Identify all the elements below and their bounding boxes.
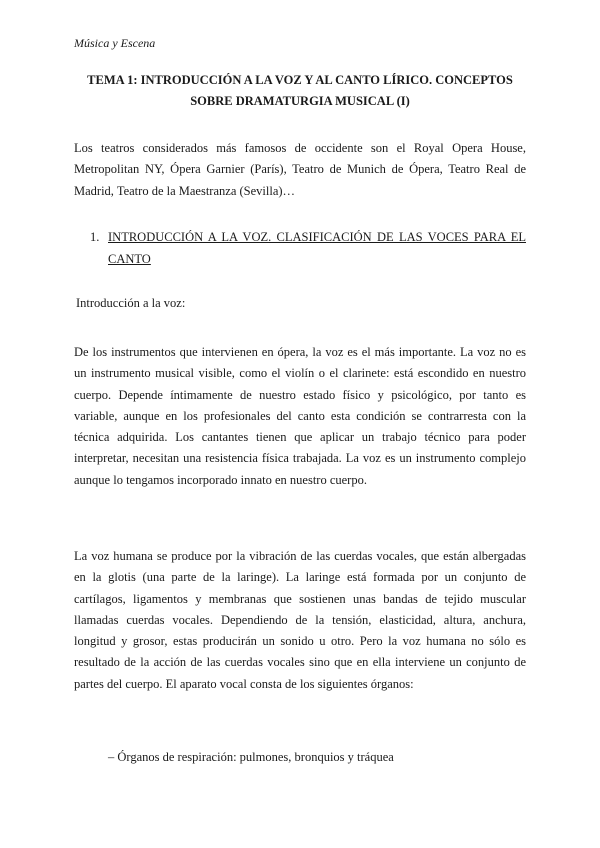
paragraph-instruments: De los instrumentos que intervienen en ópera, la voz es el más importante. La voz no es un instrumento musical visible, como el violín o el clarinete: está escondido en nuestro cuerpo. Depende íntimamente de nuestro estado físico y psicológico, por tanto es variable, aunque en los profesionales del canto esta condición se contrarresta con la técnica adquirida. Los cantantes tienen que aplicar un trabajo técnico para poder interpretar, necesitan una resistencia física trabajada. La voz es un instrumento complejo aunque lo tengamos incorporado innato en nuestro cuerpo. [74, 345, 526, 487]
running-header: Música y Escena [74, 36, 156, 50]
section-heading [90, 227, 526, 270]
list-item-respiration: – Órganos de respiración: pulmones, bronquios y tráquea [108, 750, 394, 764]
intro-paragraph: Los teatros considerados más famosos de occidente son el Royal Opera House, Metropolitan NY, Ópera Garnier (París), Teatro de Munich de Ópera, Teatro Real de Madrid, Teatro de la Maestranza (Sevilla)… [74, 141, 526, 198]
document-title: TEMA 1: INTRODUCCIÓN A LA VOZ Y AL CANTO LÍRICO. CONCEPTOS SOBRE DRAMATURGIA MUSICAL (I) [87, 73, 513, 108]
section-title: INTRODUCCIÓN A LA VOZ. CLASIFICACIÓN DE LAS VOCES PARA EL CANTO [108, 230, 526, 266]
subheading-intro-voz: Introducción a la voz: [76, 296, 186, 310]
section-number: 1. [90, 230, 100, 244]
paragraph-voice-production: La voz humana se produce por la vibración de las cuerdas vocales, que están albergadas en la glotis (una parte de la laringe). La laringe está formada por un conjunto de cartílagos, ligamentos y membranas que sostienen unas bandas de tejido muscular llamadas cuerdas vocales. Dependiendo de la tensión, elasticidad, altura, anchura, longitud y grosor, estas producirán un sonido u otro. Pero la voz humana no sólo es resultado de la acción de las cuerdas vocales sino que en ella interviene un conjunto de partes del cuerpo. El aparato vocal consta de los siguientes órganos: [74, 549, 526, 691]
